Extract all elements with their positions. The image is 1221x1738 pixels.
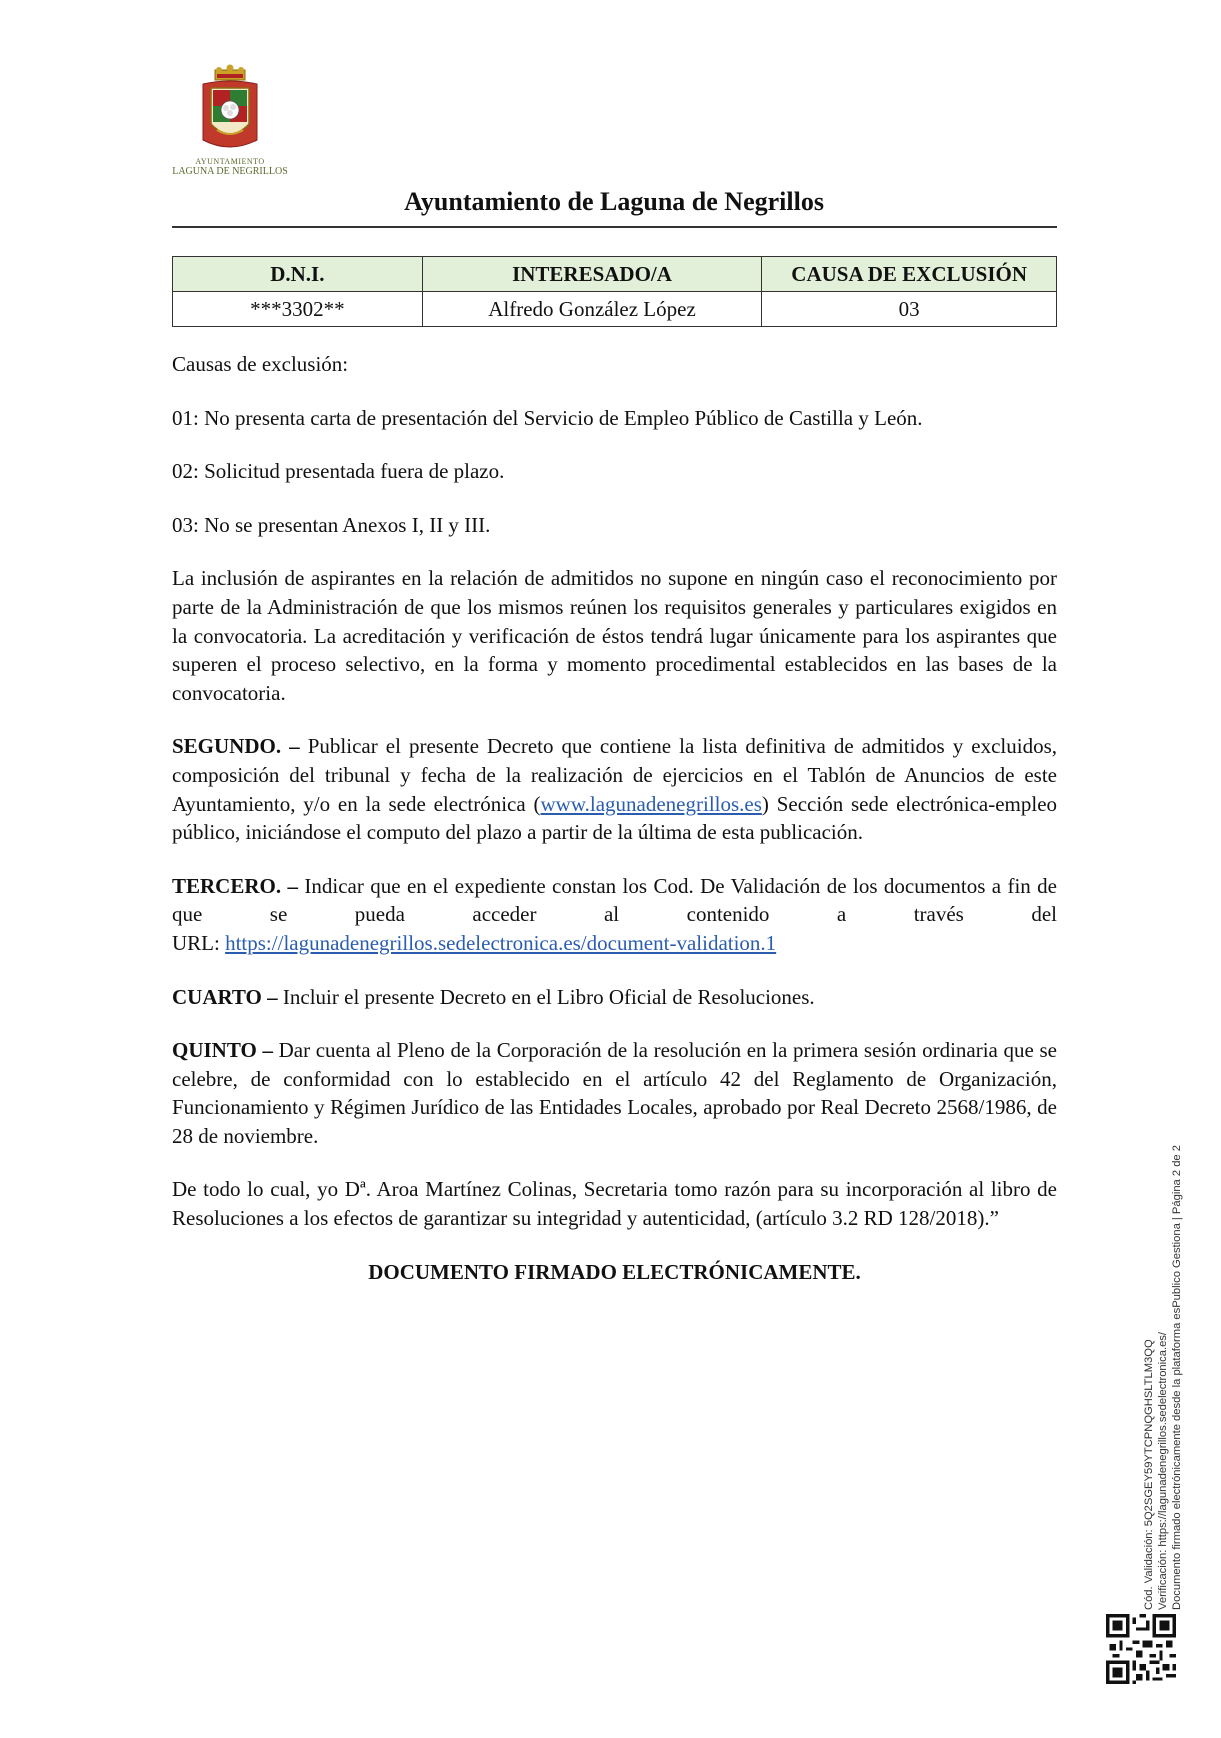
qr-code-icon (1106, 1614, 1176, 1684)
tercero-url-line (172, 929, 1057, 958)
sede-electronica-link[interactable]: www.lagunadenegrillos.es (540, 791, 762, 816)
platform-notice: Documento firmado electrónicamente desde la plataforma esPublico Gestiona | Página 2 de 2 (1171, 1145, 1183, 1610)
table-row (173, 292, 1057, 327)
segundo-paragraph (172, 732, 1057, 846)
quinto-text: Dar cuenta al Pleno de la Corporación de la resolución en la primera sesión ordinaria que se celebre, de conformidad con lo establecido en el artículo 42 del Reglamento de Organización, Funcionamiento y Régimen Jurídico de las Entidades Locales, aprobado por Real Decreto 2568/1986, de 28 de noviembre. (172, 1038, 1057, 1148)
final-paragraph: De todo lo cual, yo Dª. Aroa Martínez Colinas, Secretaria tomo razón para su incorporación al libro de Resoluciones a los efectos de garantizar su integridad y autenticidad, (artículo 3.2 RD 128/2018).” (172, 1177, 1057, 1231)
tercero-label: TERCERO. – (172, 873, 298, 898)
tercero-text: Indicar que en el expediente constan los Cod. De Validación de los documentos a fin de que se pueda acceder al contenido a través del (172, 873, 1057, 927)
table-header-row (173, 257, 1057, 292)
verification-url: Verificación: https://lagunadenegrillos.sedelectronica.es/ (1157, 1332, 1169, 1610)
cuarto-label: CUARTO – (172, 984, 278, 1009)
quinto-label: QUINTO – (172, 1038, 273, 1063)
causes-title: Causas de exclusión: (172, 352, 349, 376)
url-label: URL: (172, 930, 226, 955)
document-validation-link[interactable]: https://lagunadenegrillos.sedelectronica.es/document-validation.1 (225, 930, 777, 955)
coat-of-arms-icon (195, 64, 265, 156)
cell-causa: 03 (762, 292, 1057, 327)
cause-03: 03: No se presentan Anexos I, II y III. (172, 512, 491, 537)
inclusion-paragraph: La inclusión de aspirantes en la relación de admitidos no supone en ningún caso el reconocimiento por parte de la Administración de que los mismos reúnen los requisitos generales y particulares exigidos en la convocatoria. La acreditación y verificación de éstos tendrá lugar únicamente para los aspirantes que superen el proceso selectivo, en la forma y momento procedimental establecidos en las bases de la convocatoria. (172, 566, 1057, 705)
column-header-dni: D.N.I. (173, 257, 423, 292)
cause-01: 01: No presenta carta de presentación del Servicio de Empleo Público de Castilla y León. (172, 405, 923, 430)
segundo-label: SEGUNDO. – (172, 734, 300, 759)
cause-02: 02: Solicitud presentada fuera de plazo. (172, 459, 505, 484)
page-title: Ayuntamiento de Laguna de Negrillos (404, 187, 824, 216)
title-divider (172, 226, 1057, 228)
logo-line-2: LAGUNA DE NEGRILLOS (172, 166, 288, 177)
column-header-interesado: INTERESADO/A (422, 257, 762, 292)
cell-interesado: Alfredo González López (422, 292, 762, 327)
segundo-text-1: Publicar el presente Decreto que contiene la lista definitiva de admitidos y excluidos, composición del tribunal y fecha de la realización de ejercicios en el Tablón de Anuncios de este Ayuntamiento, y/o en la sede electrónica ( (172, 734, 1057, 816)
document-body (172, 350, 1057, 1311)
validation-sidebar (1142, 1090, 1202, 1610)
validation-code: Cód. Validación: 5Q2SGEY59YTCPNQGHSLTLM3QQ (1143, 1339, 1155, 1610)
cell-dni: ***3302** (173, 292, 423, 327)
cuarto-paragraph (172, 983, 1057, 1012)
signed-notice: DOCUMENTO FIRMADO ELECTRÓNICAMENTE. (368, 1259, 861, 1284)
cuarto-text: Incluir el presente Decreto en el Libro Oficial de Resoluciones. (277, 984, 815, 1009)
segundo-text-2: ) Sección sede electrónica-empleo público, iniciándose el computo del plazo a partir de la última de esta publicación. (172, 791, 1058, 845)
quinto-paragraph (172, 1036, 1057, 1150)
municipal-logo (168, 64, 292, 182)
logo-line-1: AYUNTAMIENTO (195, 157, 265, 166)
tercero-paragraph (172, 872, 1057, 929)
column-header-causa: CAUSA DE EXCLUSIÓN (762, 257, 1057, 292)
exclusion-table (172, 256, 1057, 327)
